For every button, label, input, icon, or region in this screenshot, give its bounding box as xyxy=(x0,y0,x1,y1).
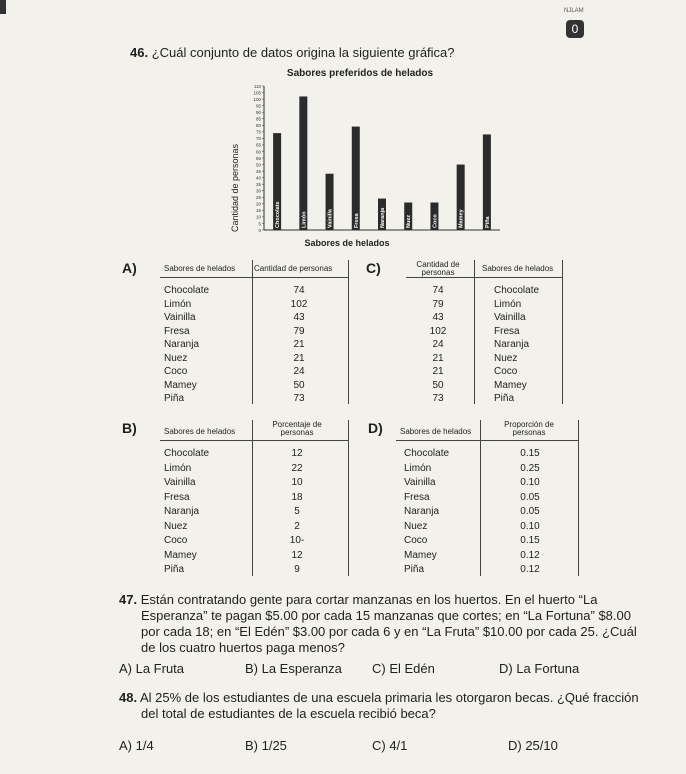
table-b-vline-right xyxy=(348,420,349,576)
table-c-cell: 21 xyxy=(432,352,444,364)
chart-y-tick-label: 85 xyxy=(255,116,261,122)
chart-category-label: Vainilla xyxy=(327,209,334,228)
chart-y-tick-label: 20 xyxy=(255,201,261,207)
q47-line-1 xyxy=(119,592,639,608)
table-b-cell: Chocolate xyxy=(164,448,210,459)
table-d-cell: Naranja xyxy=(404,506,440,517)
page-corner-label: NJLAM xyxy=(564,8,584,14)
table-d-cell: 0.10 xyxy=(520,520,540,532)
chart-y-tick-label: 60 xyxy=(255,149,261,155)
table-d-header-1: Sabores de helados xyxy=(400,427,472,436)
table-c-cell: 50 xyxy=(432,379,444,391)
chart-y-tick-label: 100 xyxy=(253,96,261,102)
chart-y-tick-label: 45 xyxy=(255,168,261,174)
table-d-vline-right xyxy=(578,420,579,576)
chart-y-tick-label: 35 xyxy=(255,181,261,187)
table-b-cell: 10- xyxy=(289,535,305,546)
table-d-rule xyxy=(396,440,578,441)
table-a-cell: Limón xyxy=(164,298,192,310)
table-d-cell: 0.05 xyxy=(520,491,540,503)
chart-y-tick-label: 50 xyxy=(255,162,261,168)
chart-y-tick-label: 5 xyxy=(258,221,261,227)
chart-category-label: Mamey xyxy=(458,209,465,228)
table-a-rule xyxy=(160,277,348,278)
q48-line-1 xyxy=(119,690,659,706)
table-d-cell: 0.10 xyxy=(520,477,540,488)
q48-option-b[interactable]: B) 1/25 xyxy=(245,738,287,753)
table-c-cell: Nuez xyxy=(494,352,518,364)
chart-category-label: Fresa xyxy=(353,213,360,228)
table-a-header-2: Cantidad de personas xyxy=(254,264,333,273)
table-c-vline xyxy=(474,260,475,404)
table-a-vline-right xyxy=(348,260,349,404)
table-d-cell: Limón xyxy=(404,462,432,474)
q47-line-3: por cada 18; en “El Edén” $3.00 por cada 6 y en “La Fruta” $10.00 por cada 25. ¿Cuál xyxy=(141,624,637,639)
table-d-cell: 0.05 xyxy=(520,506,540,517)
chart-category-label: Limón xyxy=(301,211,308,228)
chart-y-tick-label: 30 xyxy=(255,188,261,194)
table-b-vline xyxy=(252,420,253,576)
table-a-cell: Nuez xyxy=(164,352,188,364)
table-b-cell: Vainilla xyxy=(164,477,196,488)
q48-option-c[interactable]: C) 4/1 xyxy=(372,738,408,753)
table-b-cell: Coco xyxy=(164,535,188,546)
table-d-cell: Vainilla xyxy=(404,477,436,488)
q47-text-1: Están contratando gente para cortar manzanas en los huertos. En el huerto “La xyxy=(140,592,598,607)
table-b xyxy=(122,418,352,578)
table-a-cell: 50 xyxy=(293,379,305,391)
chart-y-tick-label: 90 xyxy=(255,109,261,115)
table-a-header-1: Sabores de helados xyxy=(164,264,236,273)
chart-y-tick-label: 75 xyxy=(255,129,261,135)
corner-mark xyxy=(0,0,6,14)
q48-text-1: Al 25% de los estudiantes de una escuela primaria les otorgaron becas. ¿Qué fracción xyxy=(139,690,639,705)
q47-line-4: de los cuatro huertos paga menos? xyxy=(141,640,345,655)
table-b-cell: 18 xyxy=(291,491,303,503)
table-a-cell: 74 xyxy=(293,285,305,296)
chart-y-tick-label: 25 xyxy=(255,195,261,201)
table-d-label: D) xyxy=(368,420,383,436)
q48-option-d[interactable]: D) 25/10 xyxy=(508,738,558,753)
table-c-cell: Chocolate xyxy=(494,285,540,296)
table-a-cell: Fresa xyxy=(164,325,190,337)
chart-category-label: Coco xyxy=(432,214,439,228)
table-d-cell: Piña xyxy=(404,564,425,575)
table-b-cell: 12 xyxy=(291,549,303,561)
table-d-cell: 0.12 xyxy=(520,564,540,575)
table-b-cell: 9 xyxy=(294,564,300,575)
chart-bar xyxy=(483,134,491,230)
table-b-cell: Fresa xyxy=(164,491,190,503)
table-c-cell: 79 xyxy=(432,298,444,310)
table-c-cell: 43 xyxy=(432,312,444,323)
table-a-cell: Coco xyxy=(164,366,188,377)
chart-y-tick-label: 95 xyxy=(255,103,261,109)
chart-y-tick-label: 70 xyxy=(255,136,261,142)
table-a-cell: 102 xyxy=(290,298,308,310)
table-c-header-2: Sabores de helados xyxy=(482,264,554,273)
table-d-cell: Chocolate xyxy=(404,448,450,459)
table-b-cell: 12 xyxy=(291,448,303,459)
chart-y-tick-label: 110 xyxy=(253,83,261,89)
table-a-cell: Vainilla xyxy=(164,312,196,323)
q46-number: 46. xyxy=(130,45,149,60)
table-a xyxy=(122,258,352,408)
table-c-cell: Mamey xyxy=(494,379,527,391)
q48-block xyxy=(119,690,659,722)
table-b-cell: Piña xyxy=(164,564,185,575)
chart-ylabel: Cantidad de personas xyxy=(230,143,240,233)
table-a-vline xyxy=(252,260,253,404)
table-b-cell: 10 xyxy=(291,477,303,488)
page-badge: 0 xyxy=(566,20,584,38)
table-b-rule xyxy=(160,440,348,441)
chart-y-tick-label: 15 xyxy=(255,208,261,214)
chart-category-label: Piña xyxy=(484,216,491,228)
table-c-header-1: Cantidad de personas xyxy=(416,260,460,277)
table-c-cell: Piña xyxy=(494,393,515,404)
table-c-cell: 24 xyxy=(432,339,444,350)
table-b-cell: 22 xyxy=(291,462,303,474)
table-c-cell: Vainilla xyxy=(494,312,526,323)
table-a-cell: Chocolate xyxy=(164,285,210,296)
table-d-cell: Nuez xyxy=(404,520,428,532)
table-a-cell: Mamey xyxy=(164,379,197,391)
table-c xyxy=(366,258,566,408)
q48-option-a[interactable]: A) 1/4 xyxy=(119,738,154,753)
table-b-cell: Nuez xyxy=(164,520,188,532)
q47-block xyxy=(119,592,639,656)
table-c-cell: Fresa xyxy=(494,325,520,337)
table-b-cell: Limón xyxy=(164,462,192,474)
table-d-cell: Mamey xyxy=(404,549,437,561)
table-a-cell: Naranja xyxy=(164,339,200,350)
table-b-cell: Mamey xyxy=(164,549,197,561)
q46-text: ¿Cuál conjunto de datos origina la siguiente gráfica? xyxy=(151,45,455,60)
table-b-header-2: Porcentaje de personas xyxy=(272,420,322,437)
table-c-cell: Limón xyxy=(494,298,522,310)
table-a-cell: 21 xyxy=(293,339,305,350)
table-b-cell: 2 xyxy=(294,520,300,532)
table-c-cell: Coco xyxy=(494,366,518,377)
table-d-cell: 0.15 xyxy=(520,448,540,459)
table-b-header-1: Sabores de helados xyxy=(164,427,236,436)
table-b-label: B) xyxy=(122,420,137,436)
q48-line-2: del total de estudiantes de la escuela recibió beca? xyxy=(141,706,436,721)
chart-category-label: Naranja xyxy=(380,207,386,228)
q47-option-c[interactable]: C) El Edén xyxy=(372,661,435,676)
bar-chart xyxy=(200,62,520,262)
table-c-cell: 21 xyxy=(432,366,444,377)
table-d-cell: Coco xyxy=(404,535,428,546)
table-a-cell: 24 xyxy=(293,366,305,377)
table-c-rule xyxy=(406,277,562,278)
q47-option-a[interactable]: A) La Fruta xyxy=(119,661,185,676)
q46-title xyxy=(130,45,455,61)
chart-y-tick-label: 65 xyxy=(255,142,261,148)
chart-y-tick-label: 0 xyxy=(258,227,261,233)
chart-y-tick-label: 80 xyxy=(255,123,261,129)
chart-bar xyxy=(299,96,307,230)
chart-title: Sabores preferidos de helados xyxy=(286,68,434,79)
q47-number: 47. xyxy=(119,592,138,607)
table-c-cell: Naranja xyxy=(494,339,530,350)
chart-category-label: Nuez xyxy=(406,214,413,228)
table-a-cell: Piña xyxy=(164,393,185,404)
chart-xlabel: Sabores de helados xyxy=(304,238,390,248)
table-b-cell: Naranja xyxy=(164,506,200,517)
table-d-header-2: Proporción de personas xyxy=(504,420,554,437)
q47-option-d[interactable]: D) La Fortuna xyxy=(499,661,580,676)
table-a-cell: 21 xyxy=(293,352,305,364)
table-c-cell: 73 xyxy=(432,393,444,404)
q47-option-b[interactable]: B) La Esperanza xyxy=(245,661,342,676)
table-a-cell: 79 xyxy=(293,325,305,337)
table-a-cell: 43 xyxy=(293,312,305,323)
q48-number: 48. xyxy=(119,690,138,705)
table-d-cell: 0.15 xyxy=(520,535,540,546)
table-d xyxy=(368,418,582,578)
table-c-label: C) xyxy=(366,260,381,276)
chart-y-tick-label: 55 xyxy=(255,155,261,161)
table-d-vline xyxy=(480,420,481,576)
table-c-cell: 74 xyxy=(432,285,444,296)
table-a-label: A) xyxy=(122,260,137,276)
table-d-cell: 0.25 xyxy=(520,462,540,474)
chart-y-tick-label: 40 xyxy=(255,175,261,181)
table-c-cell: 102 xyxy=(429,325,447,337)
chart-y-tick-label: 10 xyxy=(255,214,261,220)
q47-line-2: Esperanza” te pagan $5.00 por cada 15 manzanas que cortes; en “La Fortuna” $8.00 xyxy=(141,608,631,623)
table-d-cell: Fresa xyxy=(404,491,430,503)
table-b-cell: 5 xyxy=(294,506,300,517)
chart-y-tick-label: 105 xyxy=(253,90,261,96)
chart-category-label: Chocolate xyxy=(275,201,282,228)
table-a-cell: 73 xyxy=(293,393,305,404)
table-d-cell: 0.12 xyxy=(520,549,540,561)
